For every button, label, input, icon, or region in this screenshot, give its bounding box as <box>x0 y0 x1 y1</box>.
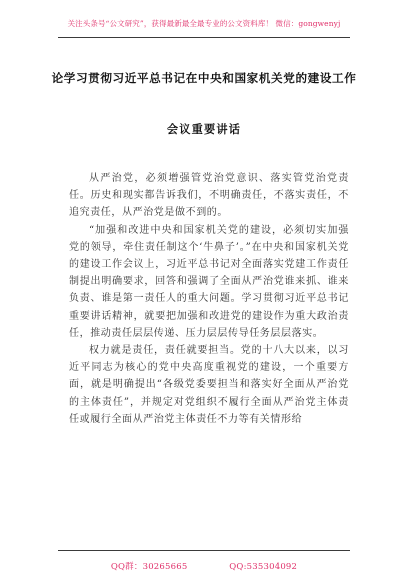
qq-group-text: QQ群：30265665 <box>110 562 188 572</box>
document-subtitle: 会议重要讲话 <box>166 122 242 136</box>
body-paragraph: 权力就是责任，责任就要担当。党的十八大以来，以习近平同志为核心的党中央高度重视党的建设，一个重要方面，就是明确提出“各级党委要担当和落实好全面从严治党的主体责任”，并规定对党组织不履行全面从严治党主体责任或履行全面从严治党主体责任不力等有关情形给 <box>69 345 349 425</box>
body-paragraph: “加强和改进中央和国家机关党的建设，必须切实加强党的领导，牵住责任制这个‘牛鼻子’。”在中央和国家机关党的建设工作会议上，习近平总书记对全面落实党建工作责任制提出明确要求，回答和强调了全面从严治党谁来抓、谁来负责、谁是第一责任人的重大问题。学习贯彻习近平总书记重要讲话精神，就要把加强和改进党的建设作为重大政治责任，推动责任层层传递、压力层层传导任务层层落实。 <box>69 224 349 339</box>
promo-banner <box>0 18 408 29</box>
body-paragraph: 从严治党，必须增强管党治党意识、落实管党治党责任。历史和现实都告诉我们，不明确责任，不落实责任，不追究责任，从严治党是做不到的。 <box>69 173 349 219</box>
header-divider <box>58 37 350 38</box>
contact-footer <box>0 560 408 572</box>
footer-divider <box>58 550 350 551</box>
document-body <box>69 170 349 428</box>
promo-banner-text: 关注头条号“公文研究”，获得最新最全最专业的公文资料库！ 微信：gongwenyj <box>67 19 341 28</box>
document-title: 论学习贯彻习近平总书记在中央和国家机关党的建设工作 <box>51 71 357 85</box>
qq-contact-text: QQ:535304092 <box>229 562 298 572</box>
